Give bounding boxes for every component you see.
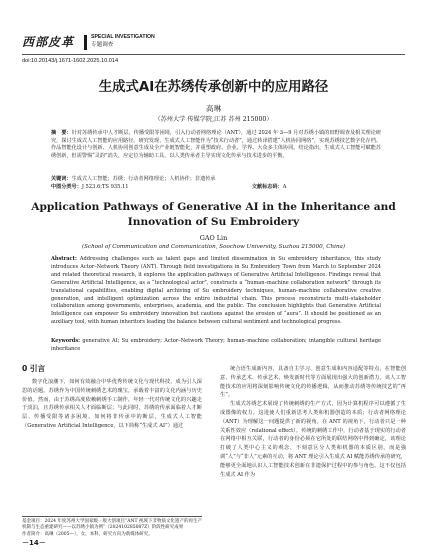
- doi-line: doi:10.20143/j.1671-1602.2025.10.014: [22, 58, 119, 64]
- abstract-en-text: Addressing challenges such as talent gaps and limited dissemination in Su embroidery inheritance, this study introduces Actor–Network Theory (ANT). Through field investigations in Su Embroidery Town from March to September 2024 and related theoretical research, it explores the application pathways of Generative Artificial Intelligence. Findings reveal that Generative Artificial Intelligence, as a “technological actor”, constructs a “human–machine collaboration network” through its translational capabilities, enabling digital archiving of Su embroidery techniques, human–machine collaborative creative generation, and intelligent optimization across the entire industrial chain. This process reconstructs multi–stakeholder collaboration among governments, enterprises, academia, and the public. The conclusion highlights that Generative Artificial Intelligence can empower Su embroidery innovation but cautions against the erosion of “aura”. It should be positioned as an auxiliary tool, with human inheritors leading the balance between cultural sentiment and technological progress.: [51, 256, 381, 326]
- keywords-cn: [51, 176, 381, 184]
- body-left-column: [22, 378, 202, 431]
- footnote-author: 作者简介：高琳（2005—），女，本科，研究方向为新媒体研究。: [22, 531, 153, 537]
- abstract-cn: [51, 130, 381, 160]
- article-title-en-line1: Application Pathways of Generative AI in the Inheritance and: [31, 201, 396, 213]
- abstract-cn-text: 针对苏绣传承中人才断层、传播受限等困境，引入行动者网络理论（ANT），通过 2024 年 3—9 月对苏绣小镇的田野调查及相关理论研究，探讨生成式人工智能的应用路径。研究发现，生成式人工智能作为“技术行动者”，通过转译搭建“人机协同网络”，实现苏绣技艺数字化存档、作品智能化设计与创新、人机协同创意生成及全产业链智能化，并重塑政府、企业、学界、大众多主体协同。结论指出，生成式人工智能可赋能苏绣创新，但需警惕“灵韵”消失，应定位为辅助工具，以人类传承者主导实现文化传承与技术进步的平衡。: [51, 130, 381, 159]
- body-paragraph: 统合语生成新内容，具备自主学习、创意生成和内容适配等特点，在智能创意、传承艺术、传承艺术、焕发新时代等方面展现出强大的创新潜力。该人工智能技术的应用将深刻影响传统文化的传播逻辑，从而推动苏绣等传统技艺的“再生”。: [220, 366, 406, 399]
- abstract-en: [51, 256, 381, 327]
- keywords-cn-text: 生成式人工智能；苏绣；行动者网络理论；人机协作；非遗传承: [71, 176, 216, 182]
- footnote-fund: 基金项目：2024 年度苏州大学国家级一般大创项目“ANT 视域下非物质文化遗产的再生产机制与生态重建研究——以苏绣小镇为例”（202410285087Z）阶段性研究成果: [22, 519, 202, 531]
- section-heading: 0 引言: [22, 364, 46, 373]
- clc-label: 中图分类号：: [51, 184, 82, 190]
- page-number: －14－: [22, 539, 46, 547]
- author-affiliation-cn: （苏州大学 传媒学院,江苏 苏州 215000）: [154, 116, 273, 123]
- document-code-label: 文献标志码：: [251, 184, 283, 190]
- footnote-rule: [22, 516, 202, 517]
- header-rule: [22, 54, 405, 55]
- footnotes: [22, 519, 202, 538]
- body-paragraph: 数字化浪潮下，如何有效融合中华优秀传统文化与现代科技，成为引人深思的话题。苏绣作为中国传统刺绣艺术的瑰宝，承载着丰富的文化内涵与历史价值。然而，由于苏绣高度依赖刺绣手工制作，年轻一代对传统文化的兴趣走于淡泊，且苏绣传承相关人才面临断层；与此同时，苏绣的传承面临着人才断层、传播受限等诸多困境。如何将非传承中的断层，生成式人工智能（Generative Artificial Intelligence，以下简称“生成式 AI”）通过: [22, 379, 202, 429]
- column-name-en: SPECIAL INVESTIGATION: [91, 34, 155, 40]
- abstract-cn-label: 摘 要：: [51, 130, 72, 136]
- article-title-en-line2: Innovation of Su Embroidery: [127, 216, 300, 228]
- keywords-en: [51, 338, 381, 354]
- abstract-en-label: Abstract:: [51, 256, 77, 262]
- keywords-en-text: generative AI; Su embroidery; Actor–Network Theory; human–machine collaboration; intangible cultural heritage inheritance: [51, 338, 381, 352]
- body-paragraph: 生成式苏绣艺术展现了传统刺绣的生产方式，因为计算机程序可以遵循了生成图像的权力。这进使人们重新思考人类和机器创造的本质；行动者网络理论（ANT）为理解这一问题提供了新的视角。在 ANT 的视角下，行动者只是一种关系性效应（relational effect）。传统的刺绣工作中，行动者基于现实的行动者在网络中相互关联，行动者的身份必须在它所处的联结网络中得到确定，该理论打破了人类中心主义的观念，不刻意区分人类和机器的本质区别，而是强调“人”与“非人”元素的互动，将 ANT 理论引入生成式 AI 赋能苏绣传承的研究，能够更全面地认识人工智能技术创新在非遗保护过程中的参与角色。这不仅包括生成式 AI 作为: [220, 401, 406, 478]
- column-name-cn: 专题调查: [91, 42, 114, 48]
- body-right-column: [220, 365, 406, 479]
- document-code-value: A: [282, 184, 287, 190]
- keywords-cn-label: 关键词：: [51, 176, 72, 182]
- journal-header: [22, 34, 405, 50]
- clc-value: J 523.6;TS 935.11: [81, 184, 129, 190]
- article-title-en: [20, 200, 407, 230]
- article-title-cn: 生成式AI在苏绣传承创新中的应用路径: [98, 80, 329, 95]
- header-divider-bar: [84, 35, 87, 50]
- keywords-en-label: Keywords:: [51, 338, 81, 344]
- author-name-en: GAO Lin: [199, 234, 228, 242]
- classification-row: [51, 184, 381, 192]
- author-affiliation-en: (School of Communication and Communication, Soochow University, Suzhou 215000, China): [81, 244, 346, 250]
- journal-logo: 西部皮革: [22, 35, 75, 49]
- author-name-cn: 高琳: [205, 104, 222, 113]
